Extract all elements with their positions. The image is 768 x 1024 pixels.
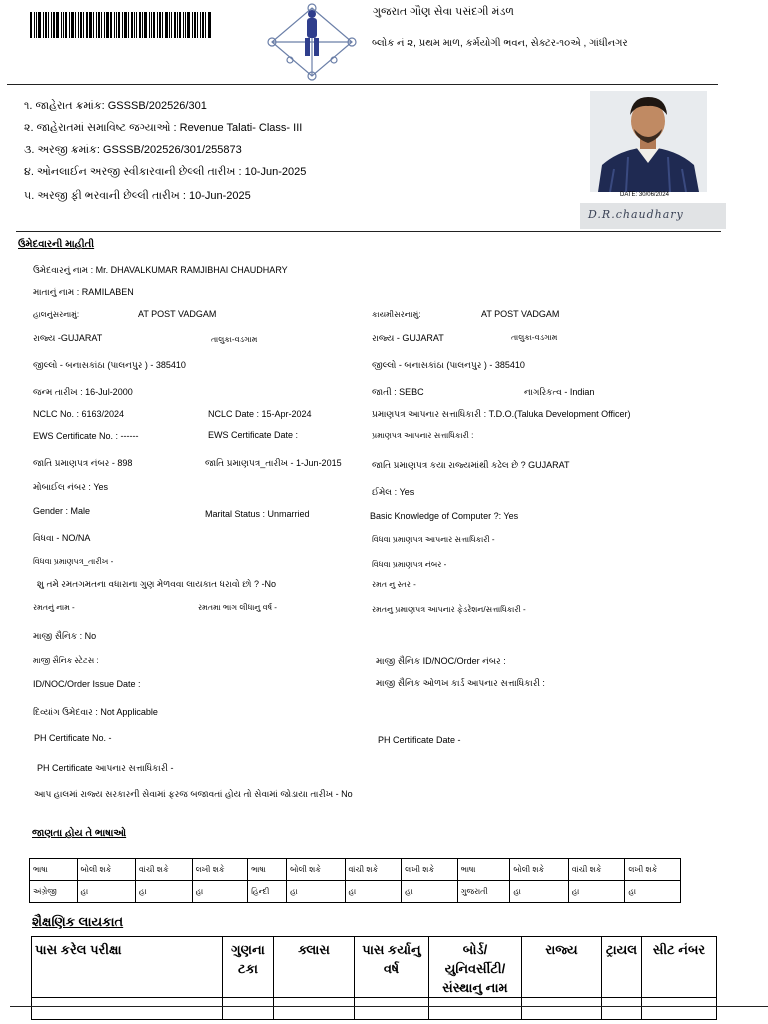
barcode [30,12,225,38]
table-cell: બોલી શકે [510,859,568,881]
caste-cert-state: જાતિ પ્રમાણપત્ર કયા રાજ્યમાંથી કઢેલ છે ? GUJARAT [372,460,570,470]
table-cell: વાંચી શકે [568,859,625,881]
ews-issuer: પ્રમાણપત્ર આપનાર સત્તાધિકારી : [372,431,474,440]
sports-level: રમત નુ સ્તર - [372,580,416,589]
widow-issuer: વિધવા પ્રમાણપત્ર આપનાર સત્તાધિકારી - [372,535,495,544]
ex-serviceman: માજી સૈનિક : No [33,631,97,641]
current-address: AT POST VADGAM [138,309,217,319]
ex-serviceman-issuer: માજી સૈનિક ઓળખ કાર્ડ આપનાર સત્તાધિકારી : [376,678,545,688]
current-address-label: હાલનુંસરનામું: [33,310,80,319]
state-permanent: રાજ્ય - GUJARAT [372,333,444,343]
table-cell [355,998,429,1020]
table-header: સીટ નંબર [642,937,717,998]
table-cell [223,998,274,1020]
table-cell: હા [77,881,135,903]
table-cell: બોલી શકે [287,859,345,881]
table-cell: લખી શકે [402,859,458,881]
widow-cert-date: વિધવા પ્રમાણપત્ર_તારીખ - [33,557,114,566]
application-number: ૩. અરજી ક્રમાંક: GSSSB/202526/301/255873 [24,144,242,156]
table-cell [32,998,223,1020]
education-header-row [32,937,717,998]
widow-cert-number: વિધવા પ્રમાણપત્ર નંબર - [372,560,447,569]
table-cell: હા [402,881,458,903]
caste: જાતી : SEBC [372,387,424,397]
table-header: ક્લાસ [274,937,355,998]
table-cell [429,998,522,1020]
org-name: ગુજરાત ગૌણ સેવા પસંદગી મંડળ [373,6,515,18]
footer-divider [10,1006,768,1007]
state-current: રાજ્ય -GUJARAT [33,333,103,343]
table-row [30,881,681,903]
nclc-date: NCLC Date : 15-Apr-2024 [208,409,312,419]
table-cell: હા [510,881,568,903]
table-cell: હિન્દી [248,881,287,903]
table-header: ગુણના ટકા [223,937,274,998]
table-cell [642,998,717,1020]
photo-date: DATE: 30/06/2024 [620,192,669,198]
candidate-section-title: ઉમેદવારની માહીતી [18,239,95,250]
fee-last-date: ૫. અરજી ફી ભરવાની છેલ્લી તારીખ : 10-Jun-2025 [24,190,251,202]
table-cell: ભાષા [30,859,78,881]
table-cell: ભાષા [457,859,510,881]
education-table [31,936,717,1020]
sports-question: શુ તમે રમતગમતના વધારાના ગુણ મેળવવા લાયકાત ધરાવો છો ? -No [37,579,276,589]
table-cell [522,998,602,1020]
languages-header-row [30,859,681,881]
permanent-address: AT POST VADGAM [481,309,560,319]
permanent-address-label: કાયમીસરનામું: [372,310,421,319]
nationality: નાગરિકત્વ - Indian [524,387,595,397]
table-cell: લખી શકે [192,859,248,881]
candidate-photo [590,91,707,192]
sports-issuer: રમતનુ પ્રમાણપત્ર આપનાર ફેડરેશન/સત્તાધિકારી - [372,605,526,614]
mother-name: માતાનું નામ : RAMILABEN [33,287,134,297]
table-cell: હા [135,881,192,903]
org-address: બ્લોક નં ૨, પ્રથમ માળ, કર્મયોગી ભવન, સેક્ટર-૧૦એ , ગાંધીનગર [372,38,628,49]
table-header: પાસ કરેલ પરીક્ષા [32,937,223,998]
ph-cert-date: PH Certificate Date - [378,735,461,745]
table-cell: ગુજરાતી [457,881,510,903]
table-cell: વાંચી શકે [135,859,192,881]
table-cell: હા [568,881,625,903]
mobile-number: મોબાઈલ નંબર : Yes [33,482,109,492]
advt-number: ૧. જાહેરાત ક્રમાંક: GSSSB/202526/301 [24,100,207,112]
table-header: બોર્ડ/ યુનિવર્સીટી/ સંસ્થાનુ નામ [429,937,522,998]
header-divider [7,84,718,85]
table-header: પાસ કર્યાનુ વર્ષ [355,937,429,998]
section-divider [16,231,721,232]
caste-cert-number: જાતિ પ્રમાણપત્ર નંબર - 898 [33,458,133,468]
signature [580,203,726,229]
ph-cert-issuer: PH Certificate આપનાર સત્તાધિકારી - [37,763,174,773]
govt-service-date: આપ હાલમાં રાજ્ય સરકારની સેવામાં ફરજ બજાવતાં હોય તો સેવામાં જોડાયા તારીખ - No [34,789,353,799]
district-permanent: જીલ્લો - બનાસકાંઠા (પાલનપુર ) - 385410 [372,360,525,370]
table-cell: બોલી શકે [77,859,135,881]
district-current: જીલ્લો - બનાસકાંઠા (પાલનપુર ) - 385410 [33,360,186,370]
signature-text: D.R.chaudhary [588,208,684,221]
table-cell: અંગ્રેજી [30,881,78,903]
computer-knowledge: Basic Knowledge of Computer ?: Yes [370,511,519,521]
nclc-issuer: પ્રમાણપત્ર આપનાર સત્તાધિકારી : T.D.O.(Taluka Development Officer) [372,409,631,419]
candidate-name: ઉમેદવારનું નામ : Mr. DHAVALKUMAR RAMJIBHAI CHAUDHARY [33,265,288,275]
table-cell: હા [192,881,248,903]
languages-title: જાણતા હોય તે ભાષાઓ [32,828,127,839]
table-cell: ભાષા [248,859,287,881]
education-title: શૈક્ષણિક લાયકાત [32,914,124,929]
ph-cert-number: PH Certificate No. - [34,733,112,743]
table-cell: હા [625,881,681,903]
marital-status: Marital Status : Unmarried [205,509,310,519]
sports-year: રમતમા ભાગ લીધાનુ વર્ષ - [198,603,277,612]
table-cell [602,998,642,1020]
table-header: ટ્રાયલ [602,937,642,998]
table-header: રાજ્ય [522,937,602,998]
table-cell: હા [287,881,345,903]
widow: વિધવા - NO/NA [33,533,91,543]
ews-number: EWS Certificate No. : ------ [33,431,139,441]
board-logo [264,2,360,82]
taluka-permanent: તાલુકા-વડગામ [511,333,558,342]
disabled-candidate: દિવ્યાંગ ઉમેદવાર : Not Applicable [33,707,158,717]
email: ઈમેલ : Yes [372,487,415,497]
taluka-current: તાલુકા-વડગામ [211,335,258,344]
table-cell: હા [345,881,402,903]
caste-cert-date: જાતિ પ્રમાણપત્ર_તારીખ - 1-Jun-2015 [205,458,342,468]
gender: Gender : Male [33,506,91,516]
table-cell: વાંચી શકે [345,859,402,881]
table-cell: લખી શકે [625,859,681,881]
ex-serviceman-status: માજી સૈનિક સ્ટેટસ : [33,656,99,665]
languages-table [29,858,681,903]
sports-name: રમતનું નામ - [33,603,75,612]
nclc-number: NCLC No. : 6163/2024 [33,409,125,419]
ex-serviceman-id: માજી સૈનિક ID/NOC/Order નંબર : [376,656,506,666]
post-name: ૨. જાહેરાતમાં સમાવિષ્ટ જગ્યાઓ : Revenue Talati- Class- III [24,122,303,134]
table-cell [274,998,355,1020]
id-issue-date: ID/NOC/Order Issue Date : [33,679,141,689]
table-row [32,998,717,1020]
ews-date: EWS Certificate Date : [208,430,299,440]
date-of-birth: જન્મ તારીખ : 16-Jul-2000 [33,387,133,397]
last-date: ૪. ઓનલાઈન અરજી સ્વીકારવાની છેલ્લી તારીખ : 10-Jun-2025 [24,166,307,178]
